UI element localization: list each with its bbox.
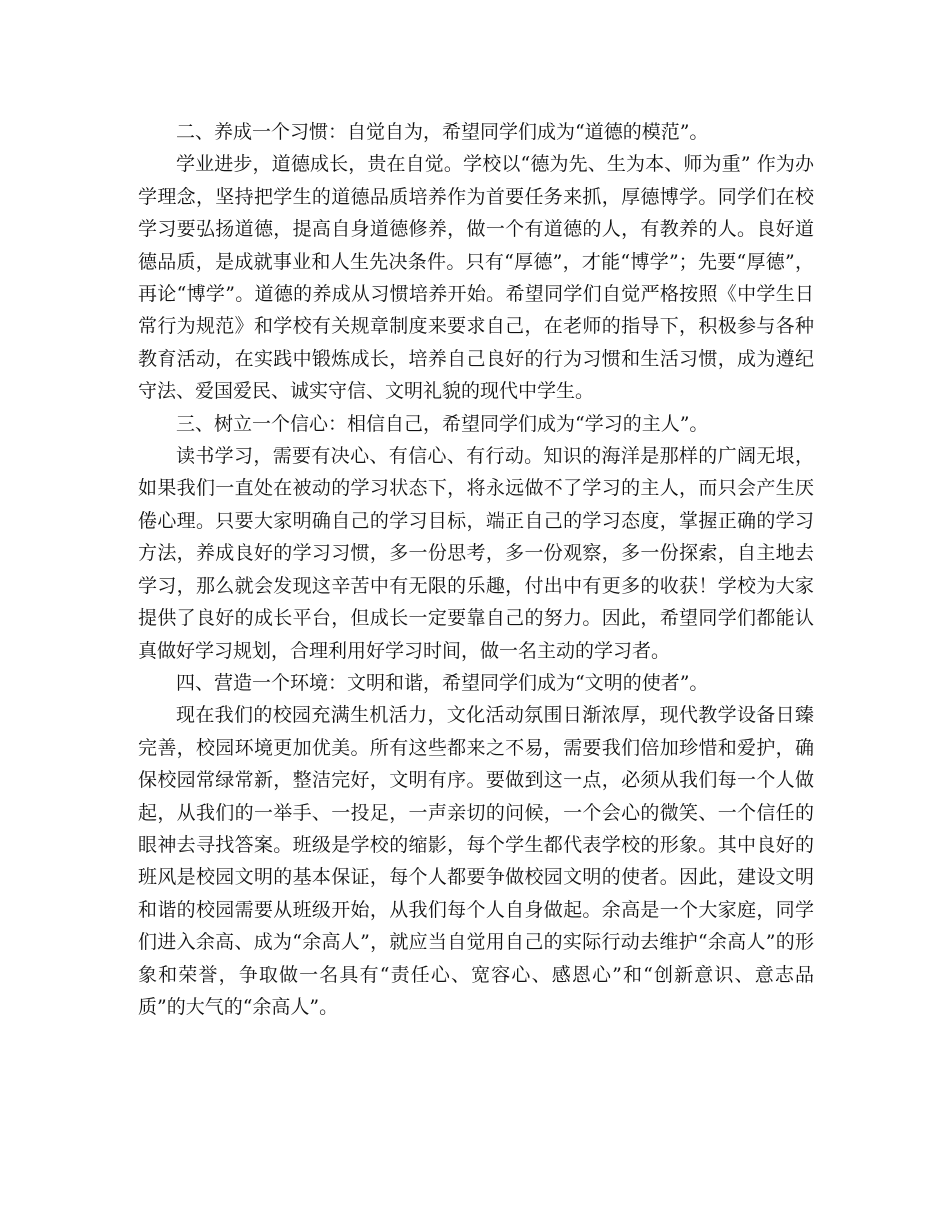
section-heading-confidence: 三、树立一个信心：相信自己，希望同学们成为“学习的主人”。 xyxy=(176,412,709,435)
document-body xyxy=(138,116,814,1023)
paragraph-moral-development: 学业进步，道德成长，贵在自觉。学校以“德为先、生为本、师为重” 作为办学理念，坚持把学生的道德品质培养作为首要任务来抓，厚德博学。同学们在校学习要弘扬道德，提高自身道德修养，做一个有道德的人，有教养的人。良好道德品质，是成就事业和人生先决条件。只有“厚德”，才能“博学”；先要“厚德”，再论“博学”。道德的养成从习惯培养开始。希望同学们自觉严格按照《中学生日常行为规范》和学校有关规章制度来要求自己，在老师的指导下，积极参与各种教育活动，在实践中锻炼成长，培养自己良好的行为习惯和生活习惯，成为遵纪守法、爱国爱民、诚实守信、文明礼貌的现代中学生。 xyxy=(138,153,814,403)
section-heading-environment: 四、营造一个环境：文明和谐，希望同学们成为“文明的使者”。 xyxy=(176,671,709,694)
paragraph-campus-civility: 现在我们的校园充满生机活力，文化活动氛围日渐浓厚，现代教学设备日臻完善，校园环境更加优美。所有这些都来之不易，需要我们倍加珍惜和爱护，确保校园常绿常新，整洁完好，文明有序。要做到这一点，必须从我们每一个人做起，从我们的一举手、一投足，一声亲切的问候，一个会心的微笑、一个信任的眼神去寻找答案。班级是学校的缩影，每个学生都代表学校的形象。其中良好的班风是校园文明的基本保证，每个人都要争做校园文明的使者。因此，建设文明和谐的校园需要从班级开始，从我们每个人自身做起。余高是一个大家庭，同学们进入余高、成为“余高人”，就应当自觉用自己的实际行动去维护“余高人”的形象和荣誉，争取做一名具有“责任心、宽容心、感恩心”和“创新意识、意志品质”的大气的“余高人”。 xyxy=(138,704,814,1018)
section-heading-habit: 二、养成一个习惯：自觉自为，希望同学们成为“道德的模范”。 xyxy=(176,121,709,143)
paragraph-learning: 读书学习，需要有决心、有信心、有行动。知识的海洋是那样的广阔无垠，如果我们一直处在被动的学习状态下，将永远做不了学习的主人，而只会产生厌倦心理。只要大家明确自己的学习目标，端正自己的学习态度，掌握正确的学习方法，养成良好的学习习惯，多一份思考，多一份观察，多一份探索，自主地去学习，那么就会发现这辛苦中有无限的乐趣，付出中有更多的收获！学校为大家提供了良好的成长平台，但成长一定要靠自己的努力。因此，希望同学们都能认真做好学习规划，合理利用好学习时间，做一名主动的学习者。 xyxy=(138,445,814,662)
